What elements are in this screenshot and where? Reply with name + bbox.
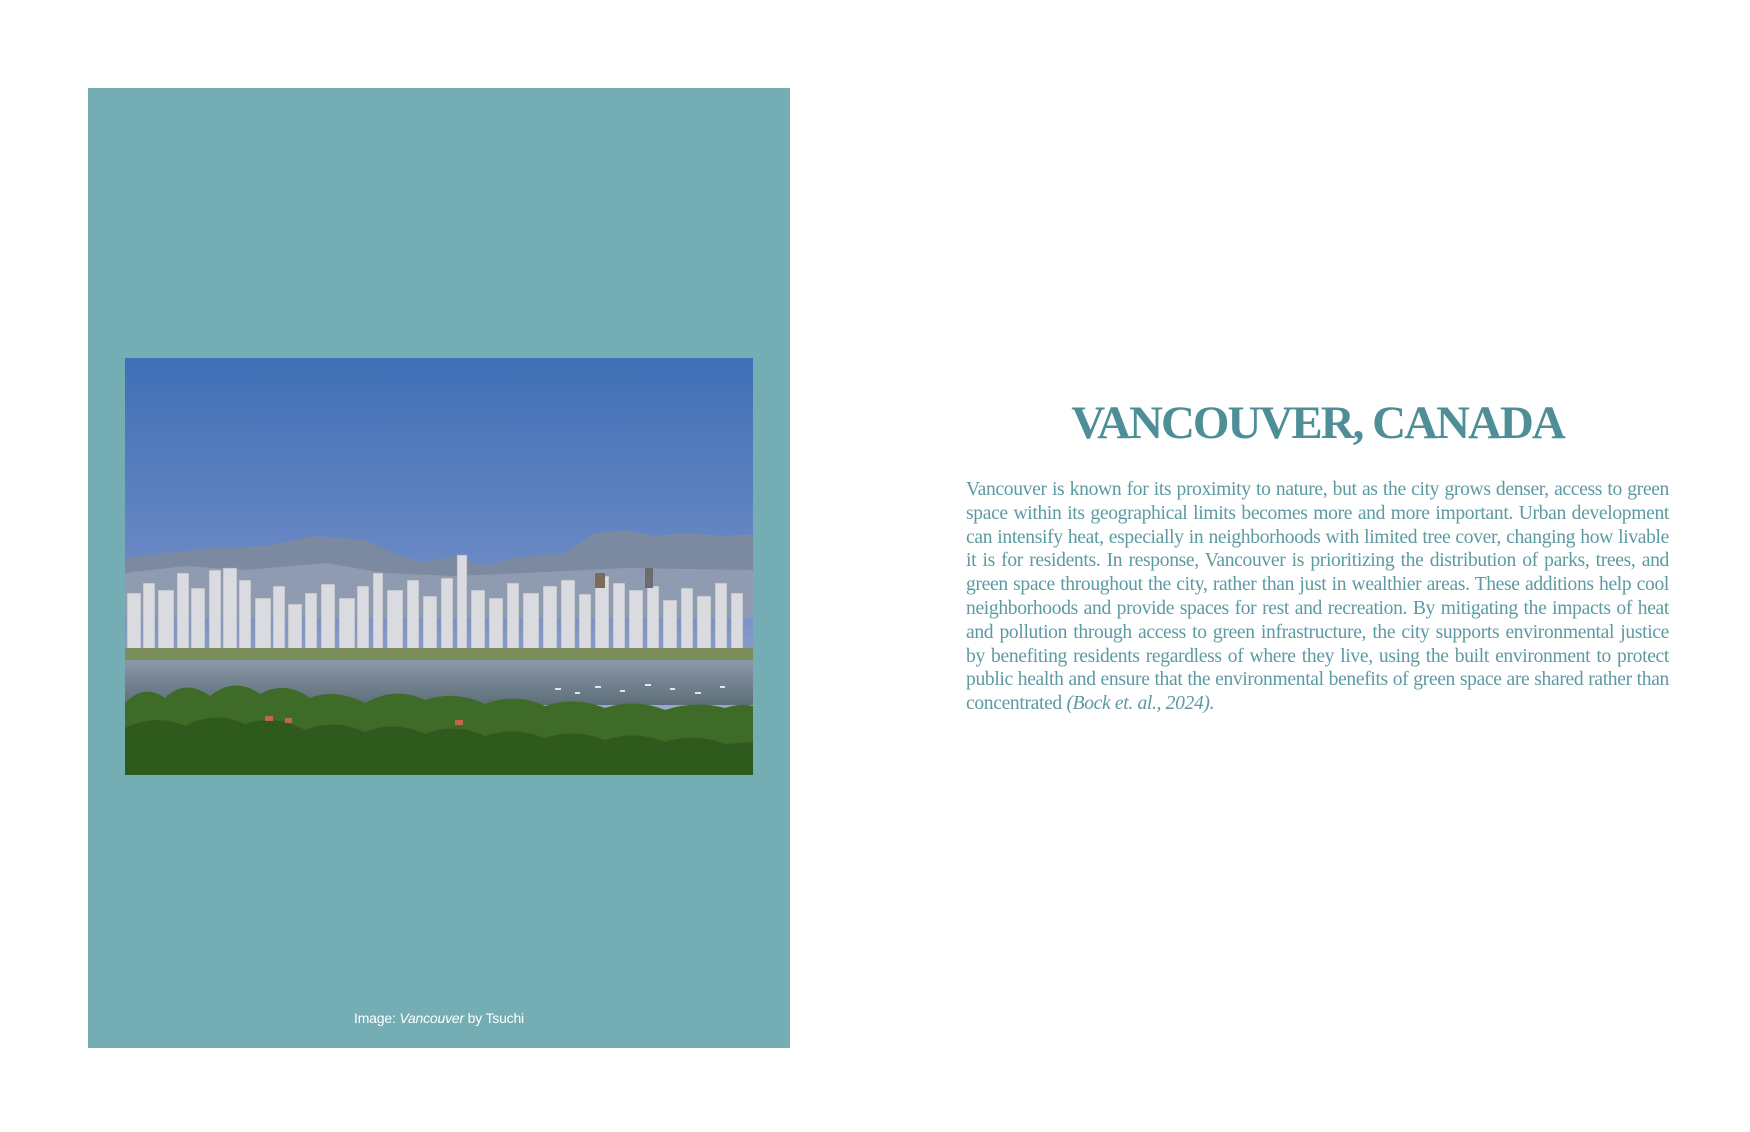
caption-work-title: Vancouver bbox=[399, 1010, 464, 1026]
image-panel bbox=[88, 88, 790, 1048]
citation: (Bock et. al., 2024). bbox=[1066, 693, 1215, 715]
body-paragraph bbox=[966, 478, 1669, 716]
text-panel bbox=[966, 390, 1669, 716]
body-text: Vancouver is known for its proximity to nature, but as the city grows denser, access to green space within its geographical limits becomes more and more important. Urban development can intensify heat, especially in neighborhoods with limited tree cover, changing how livable it is for residents. In response, Vancouver is prioritizing the distribution of parks, trees, and green space throughout the city, rather than just in wealthier areas. These additions help cool neighborhoods and provide spaces for rest and recreation. By mitigating the impacts of heat and pollution through access to green infrastructure, the city supports environmental justice by benefiting residents regardless of where they live, using the built environment to protect public health and ensure that the environmental benefits of green space are shared rather than concentrated bbox=[966, 479, 1669, 715]
vancouver-skyline-photo bbox=[125, 358, 753, 775]
caption-suffix: by Tsuchi bbox=[463, 1010, 524, 1026]
caption-prefix: Image: bbox=[354, 1010, 400, 1026]
page-title: VANCOUVER, CANADA bbox=[1071, 397, 1564, 449]
image-caption bbox=[88, 1010, 790, 1026]
